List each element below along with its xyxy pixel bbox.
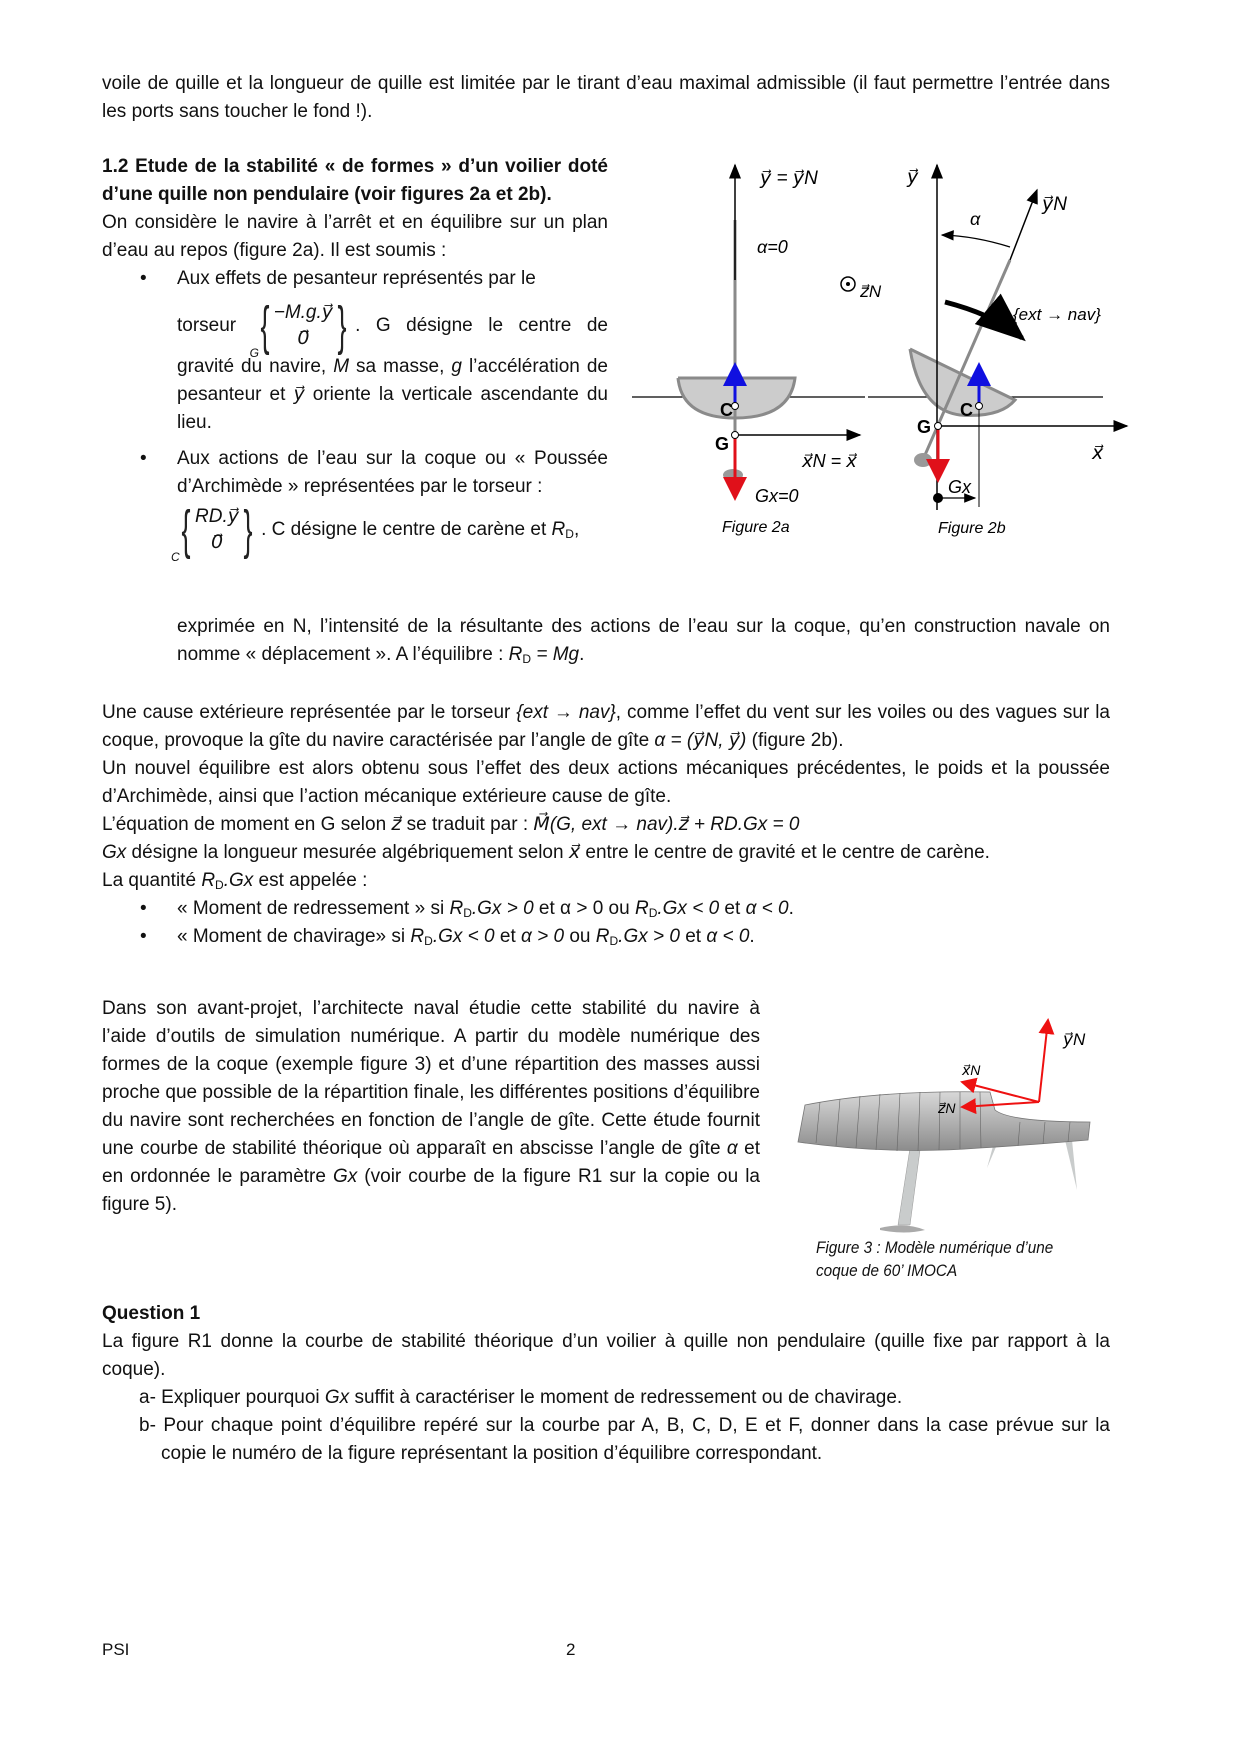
- text-segment: D: [609, 934, 619, 948]
- text-segment: entre le centre de gravité et le centre de carène.: [580, 842, 990, 863]
- text-segment: Dans son avant-projet, l’architecte naval étudie cette stabilité du navire à l’aide d’outils de simulation numérique. A partir du modèle numérique des formes de la coque (exemple figure 3) et d’une répartition des masses aussi proche que possible de la répartition finale, les différentes positions d’équilibre du navire sont recherchées en fonction de l’angle de gîte. Cette étude fournit une courbe de stabilité théorique où apparaît en abscisse l’angle de gîte: [102, 998, 760, 1159]
- list-item-righting-moment: [102, 895, 1110, 923]
- bullet-text: [177, 445, 608, 501]
- label-g: G: [715, 434, 730, 454]
- figure-2b: [868, 165, 1127, 537]
- torseur-line: [177, 296, 608, 437]
- text-segment: = Mg: [531, 644, 580, 665]
- text-segment: l’accélération de pesanteur et: [177, 356, 608, 405]
- label-yn: y⃗N: [1063, 1030, 1086, 1049]
- intro-text: [102, 209, 608, 265]
- text-segment: désigne la longueur mesurée algébriquement selon: [126, 842, 569, 863]
- torseur-point: C: [171, 550, 180, 564]
- question-item-a: [102, 1384, 1110, 1412]
- text-segment: .Gx < 0: [657, 898, 720, 919]
- torseur-moment: 0⃗: [297, 328, 310, 349]
- paragraph-moment-equation: [102, 811, 1110, 839]
- paragraph-external-cause: [102, 699, 1110, 755]
- text-segment: Gx: [102, 842, 127, 863]
- text-segment: y⃗: [293, 384, 305, 405]
- text-segment: est appelée :: [253, 870, 368, 891]
- label-gx: Gx: [948, 477, 972, 497]
- page-number: 2: [566, 1640, 576, 1659]
- forces-list: [102, 265, 608, 564]
- label-c: C: [960, 400, 973, 420]
- text-segment: .Gx > 0: [471, 898, 534, 919]
- text-segment: . G désigne le centre de gravité du navire,: [177, 315, 608, 377]
- text-segment: D: [522, 652, 532, 666]
- text-segment: et α > 0 ou: [533, 898, 635, 919]
- text-segment: Un nouvel équilibre est alors obtenu sous l’effet des deux actions mécaniques précédentes, le poids et la poussée d’Archimède, ainsi que l’action mécanique extérieure cause de gîte.: [102, 758, 1110, 807]
- text-segment: Gx: [324, 1387, 350, 1408]
- bullet-text-cont: [261, 519, 579, 540]
- text-segment: z⃗: [391, 814, 402, 835]
- text-segment: suffit à caractériser le moment de redressement ou de chavirage.: [349, 1387, 903, 1408]
- intro-paragraph: [102, 70, 1110, 126]
- main-text: [102, 699, 1110, 951]
- text-segment: (voir courbe de la figure R1 sur la copie ou la figure 5).: [102, 1166, 760, 1215]
- text-segment: L’équation de moment en G selon: [102, 814, 392, 835]
- text-segment: , comme l’effet du vent sur les voiles ou des vagues sur la coque, provoque la gîte du navire caractérisée par l’angle de gîte: [102, 702, 1110, 751]
- text-segment: .Gx < 0: [432, 926, 495, 947]
- hull-model-image: [780, 1000, 1120, 1250]
- label-zn: z⃗N: [860, 282, 882, 301]
- question-item-b: [102, 1412, 1110, 1468]
- text-segment: R: [508, 644, 523, 665]
- label-axis-y: y⃗: [907, 167, 919, 188]
- text-segment: α > 0: [521, 926, 565, 947]
- text-segment: R: [595, 926, 610, 947]
- text-segment: . C désigne le centre de carène et: [261, 519, 552, 541]
- text-segment: et: [494, 926, 521, 947]
- question-text: [102, 1328, 1110, 1384]
- text-segment: {ext → nav}: [516, 702, 616, 723]
- text-segment: Une cause extérieure représentée par le torseur: [102, 702, 517, 723]
- text-segment: .: [788, 898, 794, 919]
- question-title: Question 1: [102, 1303, 201, 1324]
- label-c: C: [720, 400, 733, 420]
- text-segment: .: [579, 644, 585, 665]
- text-segment: ou: [564, 926, 596, 947]
- figure-3: [780, 1000, 1120, 1300]
- figure-2a: [632, 165, 882, 536]
- text-segment: et en ordonnée le paramètre: [102, 1138, 761, 1187]
- text-segment: exprimée en N, l’intensité de la résultante des actions de l’eau sur la coque, qu’en construction navale on nomme « déplacement ». A l’équilibre :: [177, 616, 1110, 665]
- text-segment: oriente la verticale ascendante du lieu.: [177, 384, 608, 433]
- text-segment: M: [333, 356, 350, 377]
- torseur-weight: { −M.g.y⃗ 0⃗ } G: [256, 299, 351, 353]
- bullet-text: [177, 265, 608, 293]
- section-heading: 1.2 Etude de la stabilité « de formes » d’un voilier doté d’une quille non pendulaire (voir figures 2a et 2b).: [102, 156, 608, 205]
- text-segment: se traduit par :: [401, 814, 534, 835]
- text-segment: R: [551, 519, 566, 541]
- text-segment: R: [449, 898, 464, 919]
- text-segment: D: [648, 906, 658, 920]
- text-segment: α < 0: [745, 898, 789, 919]
- label-ext-nav: {ext → nav}: [1013, 305, 1101, 324]
- text-segment: D: [424, 934, 433, 948]
- label-axis-x: x⃗N = x⃗: [802, 451, 857, 471]
- label-xn: x⃗N: [962, 1062, 981, 1078]
- text-segment: « Moment de redressement » si: [177, 898, 450, 919]
- torseur-resultant: −M.g.y⃗: [273, 302, 334, 323]
- figure-3-caption-line1: Figure 3 : Modèle numérique d’une: [816, 1238, 1054, 1257]
- label-gx: Gx=0: [755, 486, 799, 506]
- torseur-word: torseur: [177, 315, 237, 337]
- label-alpha: α=0: [757, 237, 788, 257]
- text-segment: R: [634, 898, 649, 919]
- text-segment: α < 0: [706, 926, 750, 947]
- text-segment: (figure 2b).: [746, 730, 844, 751]
- paragraph-quantity: [102, 867, 1110, 895]
- text-segment: et: [679, 926, 707, 947]
- text-segment: α: [726, 1138, 738, 1159]
- figure-2: [620, 150, 1180, 550]
- text-segment: sa masse,: [349, 356, 452, 377]
- text-segment: voile de quille et la longueur de quille est limitée par le tirant d’eau maximal admissible (il faut permettre l’entrée dans les ports sans toucher le fond !).: [102, 73, 1110, 122]
- text-segment: Aux actions de l’eau sur la coque ou « Poussée d’Archimède » représentées par le torseur :: [177, 448, 608, 497]
- question-1: [102, 1300, 1110, 1468]
- moment-list: [102, 895, 1110, 951]
- text-segment: D: [463, 906, 472, 920]
- text-segment: et: [719, 898, 746, 919]
- text-segment: R: [410, 926, 425, 947]
- text-segment: ,: [573, 519, 580, 541]
- footer-left: PSI: [102, 1640, 130, 1659]
- bullet-continuation: [177, 613, 1110, 669]
- text-segment: On considère le navire à l’arrêt et en équilibre sur un plan d’eau au repos (figure 2a). Il est soumis :: [102, 212, 608, 261]
- paragraph-simulation: [102, 995, 760, 1219]
- text-segment: a- Expliquer pourquoi: [139, 1387, 325, 1408]
- section-left-column: [102, 153, 608, 564]
- torseur-point: G: [249, 346, 260, 360]
- label-yn: y⃗N: [1042, 194, 1067, 215]
- text-segment: La figure R1 donne la courbe de stabilité théorique d’un voilier à quille non pendulaire (quille fixe par rapport à la coque).: [102, 1331, 1110, 1380]
- torseur-line: [171, 500, 608, 564]
- list-item-capsizing-moment: [102, 923, 1110, 951]
- bullet-text-cont: [177, 315, 608, 433]
- torseur-moment: 0⃗: [210, 532, 224, 553]
- list-item-buoyancy: [102, 445, 608, 564]
- text-segment: .Gx > 0: [618, 926, 680, 947]
- figure-2b-caption: Figure 2b: [938, 520, 1006, 537]
- label-axis-y: y⃗ = y⃗N: [760, 168, 818, 189]
- text-segment: α = (y⃗N, y⃗): [654, 730, 747, 751]
- torseur-resultant: RD.y⃗: [195, 506, 240, 527]
- text-segment: D: [215, 878, 224, 892]
- text-segment: D: [565, 527, 574, 542]
- text-segment: .: [749, 926, 755, 947]
- text-segment: La quantité: [102, 870, 202, 891]
- text-segment: M⃗(G, ext → nav).z⃗ + RD.Gx = 0: [533, 814, 800, 835]
- text-segment: « Moment de chavirage» si: [177, 926, 411, 947]
- text-segment: R: [201, 870, 216, 891]
- label-alpha: α: [970, 209, 981, 229]
- paragraph-gx-definition: [102, 839, 1110, 867]
- label-axis-x: x⃗: [1092, 443, 1104, 464]
- figure-2a-caption: Figure 2a: [722, 519, 790, 536]
- label-g: G: [917, 417, 932, 437]
- text-segment: .Gx: [223, 870, 254, 891]
- text-segment: Gx: [332, 1166, 358, 1187]
- text-segment: x⃗: [568, 842, 581, 863]
- torseur-buoyancy: { RD.y⃗ 0⃗ } C: [177, 503, 257, 557]
- list-item-weight: [102, 265, 608, 437]
- paragraph-new-equilibrium: [102, 755, 1110, 811]
- text-segment: g: [451, 356, 462, 377]
- text-segment: Aux effets de pesanteur représentés par le: [177, 268, 536, 289]
- figure-3-caption-line2: coque de 60’ IMOCA: [816, 1261, 958, 1280]
- text-segment: b- Pour chaque point d’équilibre repéré sur la courbe par A, B, C, D, E et F, donner dans la case prévue sur la copie le numéro de la figure représentant la position d’équilibre correspondant.: [139, 1415, 1110, 1464]
- label-zn: z⃗N: [938, 1100, 956, 1116]
